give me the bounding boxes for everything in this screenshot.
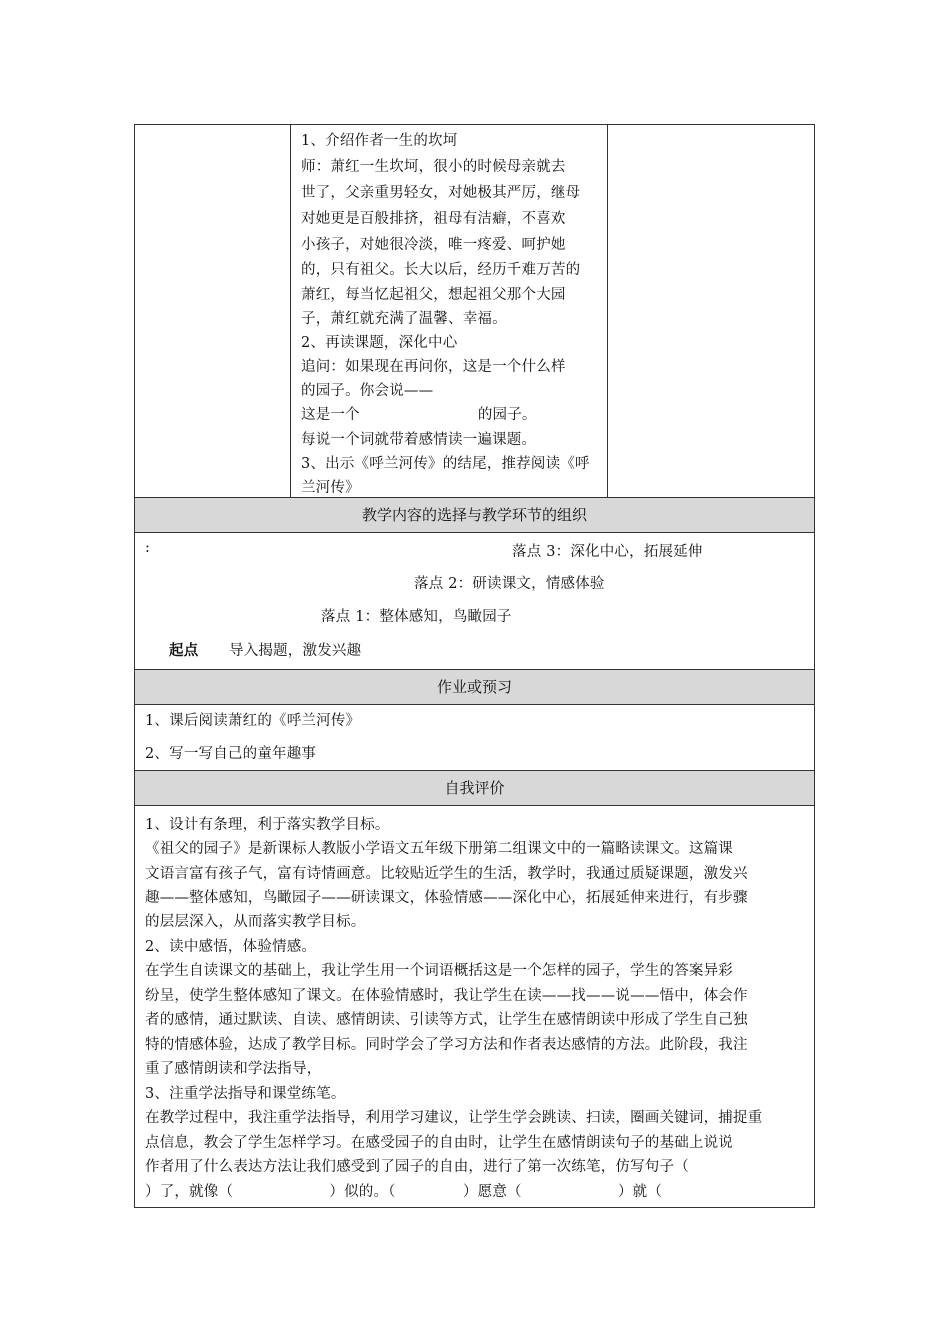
text-line: 在学生自读课文的基础上，我让学生用一个词语概括这是一个怎样的园子，学生的答案异彩 [145,963,733,979]
text-line: 1、设计有条理，利于落实教学目标。 [145,817,390,833]
top-divider-left [290,124,291,497]
text-line: 《祖父的园子》是新课标人教版小学语文五年级下册第二组课文中的一篇略读课文。这篇课 [145,841,733,857]
text-line: 2、读中感悟，体验情感。 [145,939,317,955]
fill-blank-line [301,403,537,424]
divider [134,805,815,806]
text-line: 3、注重学法指导和课堂练笔。 [145,1086,346,1102]
text-line: 在教学过程中，我注重学法指导，利用学习建议，让学生学会跳读、扫读，圈画关键词，捕捉重 [145,1110,763,1126]
text-line: 作者用了什么表达方法让我们感受到了园子的自由，进行了第一次练笔，仿写句子（ [145,1159,689,1175]
colon-mark: : [145,540,151,556]
text-line: 1、介绍作者一生的坎坷 [301,133,458,149]
text-line: 纷呈，使学生整体感知了课文。在体验情感时，我让学生在读——找——说——悟中，体会作 [145,988,748,1004]
text-line: 的，只有祖父。长大以后，经历千难万苦的 [301,262,581,278]
divider [134,532,815,533]
text-line: 点信息，教会了学生怎样学习。在感受园子的自由时，让学生在感情朗读句子的基础上说说 [145,1135,733,1151]
text-line: 萧红，每当忆起祖父，想起祖父那个大园 [301,287,566,303]
homework-item: 1、课后阅读萧红的《呼兰河传》 [145,713,361,729]
text-line: 对她更是百般排挤，祖母有洁癖，不喜欢 [301,211,566,227]
start-label: 起点 [169,642,199,659]
divider [134,704,815,705]
text-line: 兰河传》 [301,480,360,496]
step-3: 落点 3：深化中心，拓展延伸 [512,544,703,560]
text-line: 的园子。你会说—— [301,383,434,399]
text-line: 的层层深入，从而落实教学目标。 [145,914,366,930]
fill-prefix: 这是一个 [301,407,360,423]
text-line: 3、出示《呼兰河传》的结尾，推荐阅读《呼 [301,456,590,472]
start-text: 导入揭题，激发兴趣 [229,643,362,659]
step-2: 落点 2：研读课文，情感体验 [414,576,605,592]
step-1: 落点 1：整体感知，鸟瞰园子 [321,609,512,625]
text-line: ）了，就像（ ）似的。（ ）愿意（ ）就（ [145,1184,663,1200]
text-line: 者的感情，通过默读、自读、感情朗读、引读等方式，让学生在感情朗读中形成了学生自己独 [145,1012,748,1028]
homework-item: 2、写一写自己的童年趣事 [145,746,317,762]
text-line: 特的情感体验，达成了教学目标。同时学会了学习方法和作者表达感情的方法。此阶段，我注 [145,1037,748,1053]
text-line: 小孩子，对她很冷淡，唯一疼爱、呵护她 [301,237,566,253]
fill-suffix: 的园子。 [477,407,537,423]
text-line: 师：萧红一生坎坷，很小的时候母亲就去 [301,159,566,175]
text-line: 世了，父亲重男轻女，对她极其严厉，继母 [301,185,581,201]
text-line: 子，萧红就充满了温馨、幸福。 [301,311,507,327]
top-divider-right [607,124,608,497]
text-line: 每说一个词就带着感情读一遍课题。 [301,432,537,448]
text-line: 文语言富有孩子气，富有诗情画意。比较贴近学生的生活，教学时，我通过质疑课题，激发兴 [145,866,748,882]
section-header-organization: 教学内容的选择与教学环节的组织 [135,498,814,532]
text-line: 趣——整体感知，鸟瞰园子——研读课文，体验情感——深化中心，拓展延伸来进行，有步骤 [145,890,748,906]
text-line: 2、再读课题，深化中心 [301,335,458,351]
section-header-evaluation: 自我评价 [135,771,814,805]
text-line: 重了感情朗读和学法指导， [145,1061,322,1077]
text-line: 追问：如果现在再问你，这是一个什么样 [301,359,566,375]
section-header-homework: 作业或预习 [135,670,814,704]
